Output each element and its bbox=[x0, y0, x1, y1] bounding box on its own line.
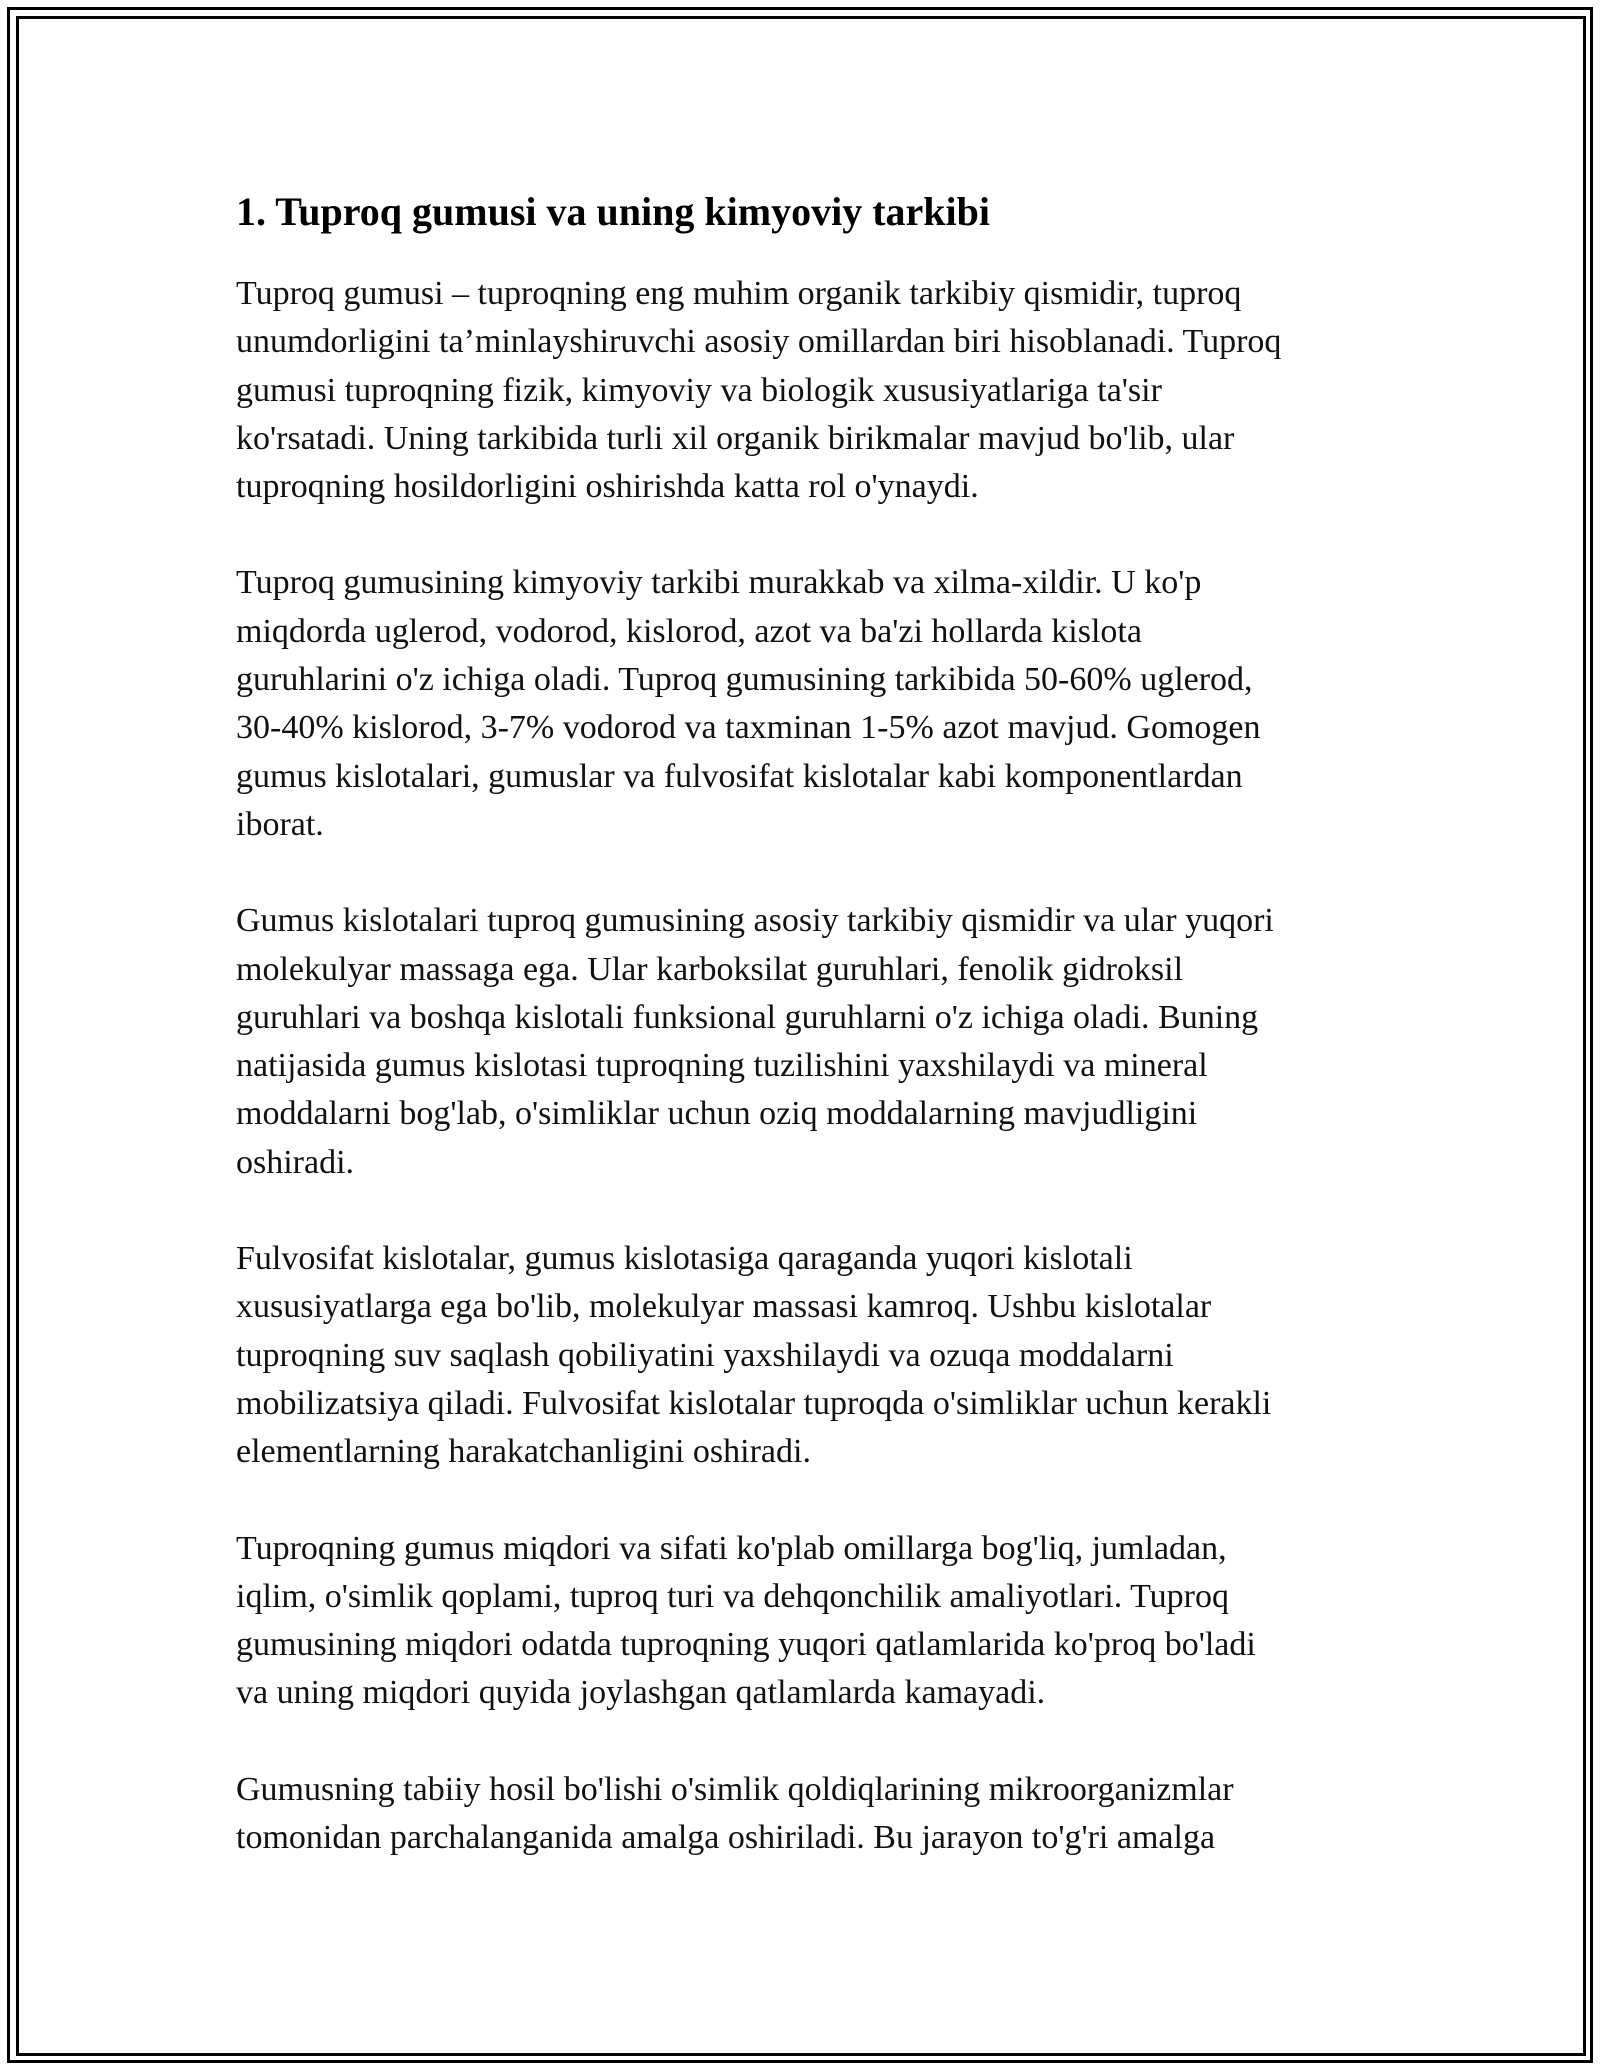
document-body bbox=[236, 184, 1396, 1910]
section-heading: 1. Tuproq gumusi va uning kimyoviy tarkibi bbox=[236, 189, 990, 234]
paragraph-2: Tuproq gumusining kimyoviy tarkibi murakkab va xilma-xildir. U ko'p miqdorda uglerod, vodorod, kislorod, azot va ba'zi hollarda kislota guruhlarini o'z ichiga oladi. Tuproq gumusining tarkibida 50-60% uglerod, 30-40% kislorod, 3-7% vodorod va taxminan 1-5% azot mavjud. Gomogen gumus kislotalari, gumuslar va fulvosifat kislotalar kabi komponentlardan iborat. bbox=[236, 564, 1261, 843]
paragraph-4: Fulvosifat kislotalar, gumus kislotasiga qaraganda yuqori kislotali xususiyatlarga ega bo'lib, molekulyar massasi kamroq. Ushbu kislotalar tuproqning suv saqlash qobiliyatini yaxshilaydi va ozuqa moddalarni mobilizatsiya qiladi. Fulvosifat kislotalar tuproqda o'simliklar uchun kerakli elementlarning harakatchanligini oshiradi. bbox=[236, 1240, 1272, 1471]
paragraph-3: Gumus kislotalari tuproq gumusining asosiy tarkibiy qismidir va ular yuqori molekulyar massaga ega. Ular karboksilat guruhlari, fenolik gidroksil guruhlari va boshqa kislotali funksional guruhlarni o'z ichiga oladi. Buning natijasida gumus kislotasi tuproqning tuzilishini yaxshilaydi va mineral moddalarni bog'lab, o'simliklar uchun oziq moddalarning mavjudligini oshiradi. bbox=[236, 902, 1274, 1181]
paragraph-5: Tuproqning gumus miqdori va sifati ko'plab omillarga bog'liq, jumladan, iqlim, o'simlik qoplami, tuproq turi va dehqonchilik amaliyotlari. Tuproq gumusining miqdori odatda tuproqning yuqori qatlamlarida ko'proq bo'ladi va uning miqdori quyida joylashgan qatlamlarda kamayadi. bbox=[236, 1529, 1256, 1712]
paragraph-1: Tuproq gumusi – tuproqning eng muhim organik tarkibiy qismidir, tuproq unumdorligini ta’minlayshiruvchi asosiy omillardan biri hisoblanadi. Tuproq gumusi tuproqning fizik, kimyoviy va biologik xususiyatlariga ta'sir ko'rsatadi. Uning tarkibida turli xil organik birikmalar mavjud bo'lib, ular tuproqning hosildorligini oshirishda katta rol o'ynaydi. bbox=[236, 275, 1282, 506]
paragraph-6: Gumusning tabiiy hosil bo'lishi o'simlik qoldiqlarining mikroorganizmlar tomonidan parchalanganida amalga oshiriladi. Bu jarayon to'g'ri amalga bbox=[236, 1770, 1234, 1857]
